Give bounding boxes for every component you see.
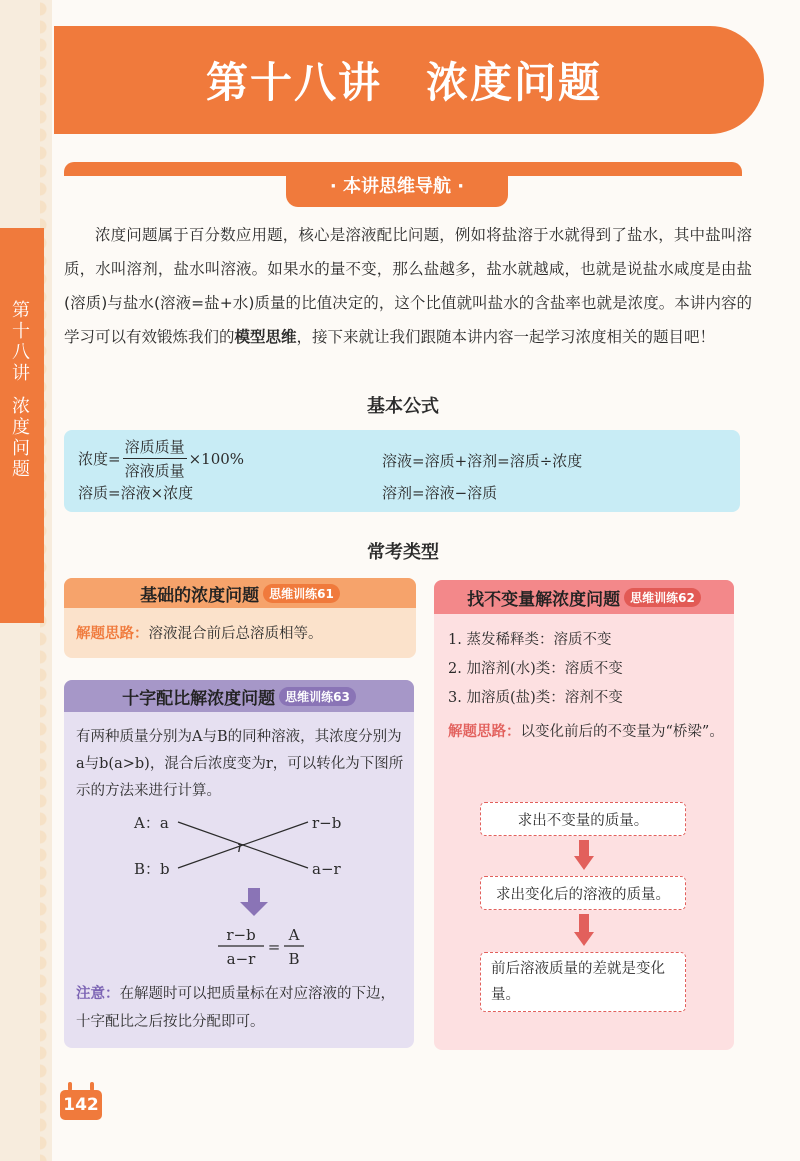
page-number: 142: [60, 1090, 102, 1120]
flow-step-1: 求出不变量的质量。: [480, 802, 686, 836]
list-item: 2. 加溶剂(水)类：溶质不变: [448, 661, 623, 677]
section-badge: · 本讲思维导航 ·: [286, 163, 508, 207]
training-tag-61: 思维训练61: [263, 584, 340, 603]
card-basic-concentration: [64, 578, 416, 658]
concentration-formula: 浓度= $\frac{\text{溶质质量}}{\text{溶液质量}}$ ×100%: [78, 438, 245, 480]
down-arrow-icon: [574, 840, 594, 872]
list-item: 3. 加溶质(盐)类：溶剂不变: [448, 690, 623, 706]
intro-text-end: ，接下来就让我们跟随本讲内容一起学习浓度相关的题目吧！: [296, 328, 716, 346]
card-invariant: [434, 580, 734, 1050]
formula-heading: 基本公式: [367, 396, 439, 417]
down-arrow-icon: [574, 914, 594, 948]
card-basic-header: 基础的浓度问题 思维训练61: [64, 578, 416, 608]
cross-a-label: A：a: [134, 814, 169, 832]
cross-center: r: [237, 838, 245, 856]
page-title: 第十八讲 浓度问题: [205, 58, 602, 107]
cross-description: 有两种质量分别为A与B的同种溶液，其浓度分别为a与b(a>b)，混合后浓度变为r，可以转化为下图所示的方法来进行计算。: [76, 729, 404, 799]
ratio-numerator-2: A: [288, 926, 300, 944]
invariant-thinking: 解题思路：以变化前后的不变量为“桥梁”。: [448, 724, 724, 740]
cross-b-label: B：b: [134, 860, 170, 878]
ratio-denominator-2: B: [288, 950, 300, 968]
down-arrow-icon: [240, 888, 268, 916]
intro-paragraph: [64, 218, 752, 354]
training-tag-62: 思维训练62: [624, 588, 701, 607]
ratio-equals: =: [267, 938, 281, 956]
card-cross-header: 十字配比解浓度问题 思维训练63: [64, 680, 414, 712]
ratio-denominator: a−r: [226, 950, 256, 968]
concentration-fraction: $\frac{\text{溶质质量}}{\text{溶液质量}}$: [124, 438, 185, 480]
intro-text: 浓度问题属于百分数应用题，核心是溶液配比问题，例如将盐溶于水就得到了盐水，其中盐叫溶质，水叫溶剂，盐水叫溶液。如果水的量不变，那么盐越多，盐水就越咸，也就是说盐水咸度是由盐(溶质)与盐水(溶液=盐+水)质量的比值决定的，这个比值就叫盐水的含盐率也就是浓度。本讲内容的学习可以有效锻炼我们的: [64, 226, 752, 346]
card-basic-body: 解题思路：溶液混合前后总溶质相等。: [76, 626, 323, 642]
cross-note: 注意：在解题时可以把质量标在对应溶液的下边，十字配比之后按比分配即可。: [76, 986, 395, 1030]
intro-bold: 模型思维: [234, 328, 297, 346]
flow-step-2: 求出变化后的溶液的质量。: [480, 876, 686, 910]
flow-step-3: 前后溶液质量的差就是变化量。: [480, 952, 686, 1012]
invariant-list: [448, 626, 623, 713]
cross-top-right: r−b: [312, 814, 342, 832]
cross-bottom-right: a−r: [312, 860, 341, 878]
list-item: 1. 蒸发稀释类：溶质不变: [448, 632, 612, 648]
types-heading: 常考类型: [367, 542, 439, 563]
solvent-formula: 溶剂=溶液−溶质: [382, 484, 498, 502]
ratio-numerator: r−b: [226, 926, 256, 944]
card-invariant-header: 找不变量解浓度问题 思维训练62: [434, 580, 734, 614]
solution-formula: 溶液=溶质+溶剂=溶质÷浓度: [382, 452, 583, 470]
formula-box: [64, 430, 740, 512]
solute-formula: 溶质=溶液×浓度: [78, 484, 194, 502]
card-cross-ratio: [64, 680, 414, 1048]
side-tab-text: 第 十 八 讲 浓 度 问 题: [12, 300, 30, 480]
cross-diagram: [64, 810, 414, 970]
training-tag-63: 思维训练63: [279, 687, 356, 706]
